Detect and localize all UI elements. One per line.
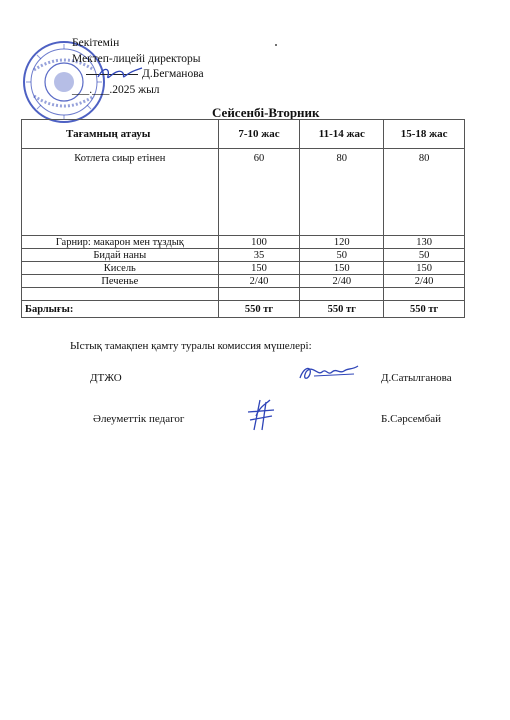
signature-sarsembai bbox=[244, 396, 278, 432]
signature-satylganova bbox=[296, 362, 362, 384]
portion-11-14: 50 bbox=[300, 249, 384, 262]
portion-11-14: 2/40 bbox=[300, 275, 384, 288]
director-signature bbox=[96, 62, 146, 84]
table-row bbox=[22, 262, 465, 275]
empty-cell bbox=[22, 288, 219, 301]
signatory-name: Д.Сатылганова bbox=[381, 372, 452, 384]
column-header: 7-10 жас bbox=[218, 120, 300, 149]
portion-11-14: 80 bbox=[300, 149, 384, 236]
total-11-14: 550 тг bbox=[300, 301, 384, 318]
scan-speck bbox=[275, 44, 277, 46]
table-row bbox=[22, 275, 465, 288]
signatory-role: Әлеуметтік педагог bbox=[93, 413, 185, 425]
dish-name: Котлета сиыр етінен bbox=[22, 149, 219, 236]
column-header: 11-14 жас bbox=[300, 120, 384, 149]
table-header-row bbox=[22, 120, 465, 149]
dish-name: Кисель bbox=[22, 262, 219, 275]
portion-7-10: 60 bbox=[218, 149, 300, 236]
dish-name: Гарнир: макарон мен тұздық bbox=[22, 236, 219, 249]
commission-title: Ыстық тамақпен қамту туралы комиссия мүшелері: bbox=[70, 340, 312, 352]
portion-15-18: 150 bbox=[384, 262, 465, 275]
dish-name: Бидай наны bbox=[22, 249, 219, 262]
portion-11-14: 120 bbox=[300, 236, 384, 249]
approval-date: ___.___.2025 жыл bbox=[72, 83, 160, 96]
table-total-row bbox=[22, 301, 465, 318]
approval-heading: Бекітемін bbox=[72, 37, 120, 49]
signatory-name: Б.Сәрсембай bbox=[381, 413, 442, 425]
portion-7-10: 100 bbox=[218, 236, 300, 249]
portion-7-10: 35 bbox=[218, 249, 300, 262]
column-header: 15-18 жас bbox=[384, 120, 465, 149]
empty-cell bbox=[384, 288, 465, 301]
empty-cell bbox=[218, 288, 300, 301]
portion-15-18: 2/40 bbox=[384, 275, 465, 288]
table-row-empty bbox=[22, 288, 465, 301]
dish-name: Печенье bbox=[22, 275, 219, 288]
menu-table bbox=[21, 119, 465, 318]
signatory-role: ДТЖО bbox=[90, 372, 122, 384]
portion-7-10: 150 bbox=[218, 262, 300, 275]
table-row bbox=[22, 249, 465, 262]
table-row bbox=[22, 236, 465, 249]
day-title: Сейсенбі-Вторник bbox=[212, 105, 320, 120]
total-7-10: 550 тг bbox=[218, 301, 300, 318]
portion-15-18: 130 bbox=[384, 236, 465, 249]
table-row bbox=[22, 149, 465, 236]
portion-11-14: 150 bbox=[300, 262, 384, 275]
portion-15-18: 80 bbox=[384, 149, 465, 236]
approval-position: Мектеп-лицейі директоры bbox=[72, 52, 201, 65]
total-15-18: 550 тг bbox=[384, 301, 465, 318]
column-header: Тағамның атауы bbox=[22, 120, 219, 149]
director-name: Д.Бегманова bbox=[142, 68, 204, 80]
total-label: Барлығы: bbox=[22, 301, 219, 318]
portion-7-10: 2/40 bbox=[218, 275, 300, 288]
empty-cell bbox=[300, 288, 384, 301]
portion-15-18: 50 bbox=[384, 249, 465, 262]
